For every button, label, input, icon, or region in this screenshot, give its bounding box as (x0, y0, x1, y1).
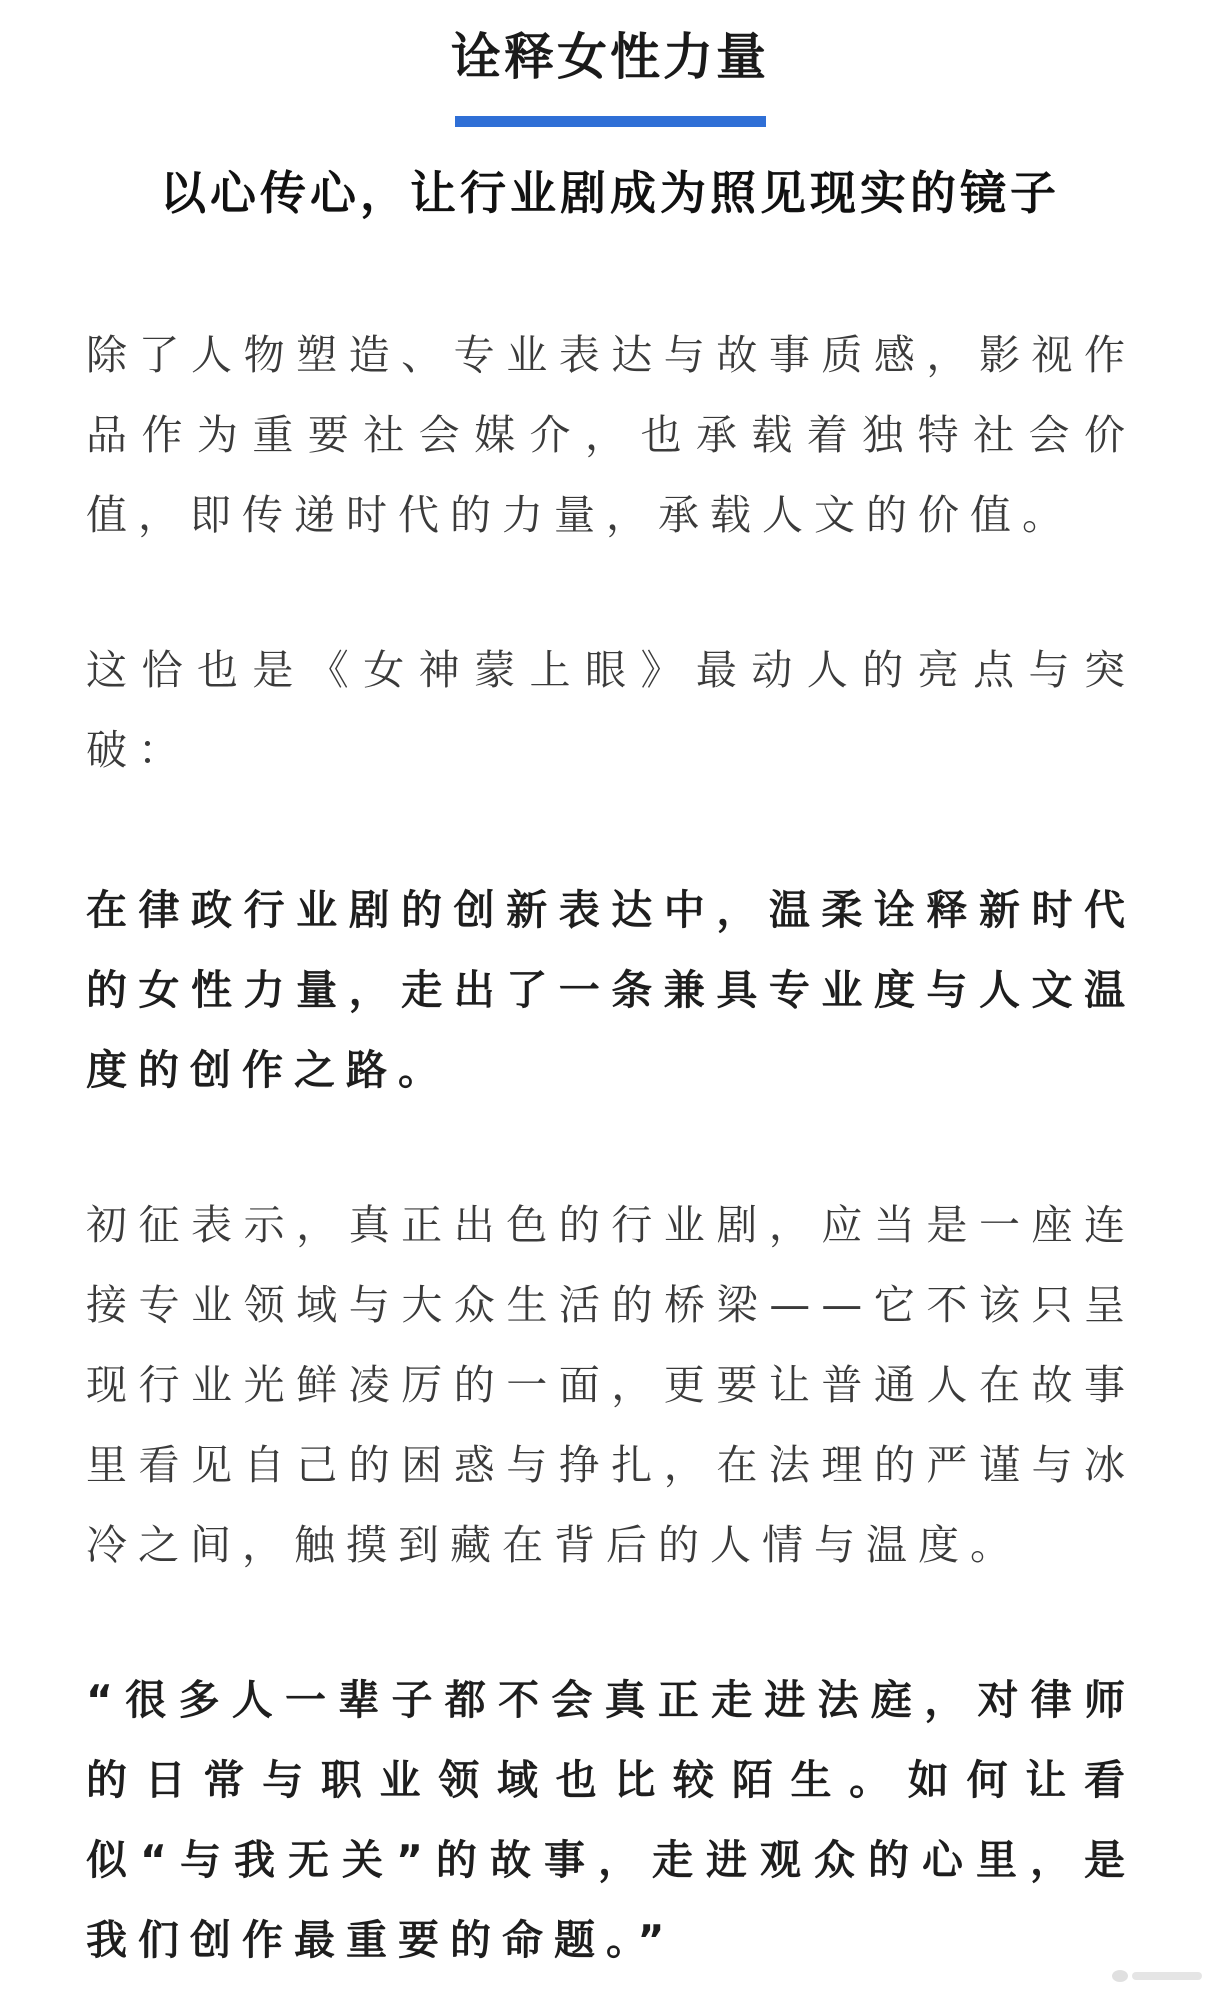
paragraph-quote-context: 初征表示，真正出色的行业剧，应当是一座连接专业领域与大众生活的桥梁——它不该只呈现行业光鲜凌厉的一面，更要让普通人在故事里看见自己的困惑与挣扎，在法理的严谨与冰冷之间，触摸到藏在背后的人情与温度。 (86, 1201, 1136, 1569)
article-subtitle: 以心传心，让行业剧成为照见现实的镜子 (160, 166, 1060, 220)
watermark-logo-icon (1110, 1964, 1206, 1986)
title-underline (455, 116, 766, 127)
paragraph-highlight-lead: 这恰也是《女神蒙上眼》最动人的亮点与突破： (86, 646, 1136, 774)
paragraph-intro: 除了人物塑造、专业表达与故事质感，影视作品作为重要社会媒介，也承载着独特社会价值，即传递时代的力量，承载人文的价值。 (86, 331, 1136, 539)
paragraph-bold-statement: 在律政行业剧的创新表达中，温柔诠释新时代的女性力量，走出了一条兼具专业度与人文温度的创作之路。 (86, 886, 1136, 1094)
section-title: 诠释女性力量 (451, 28, 769, 86)
paragraph-bold-quote: “很多人一辈子都不会真正走进法庭，对律师的日常与职业领域也比较陌生。如何让看似“与我无关”的故事，走进观众的心里，是我们创作最重要的命题。” (86, 1676, 1136, 1964)
